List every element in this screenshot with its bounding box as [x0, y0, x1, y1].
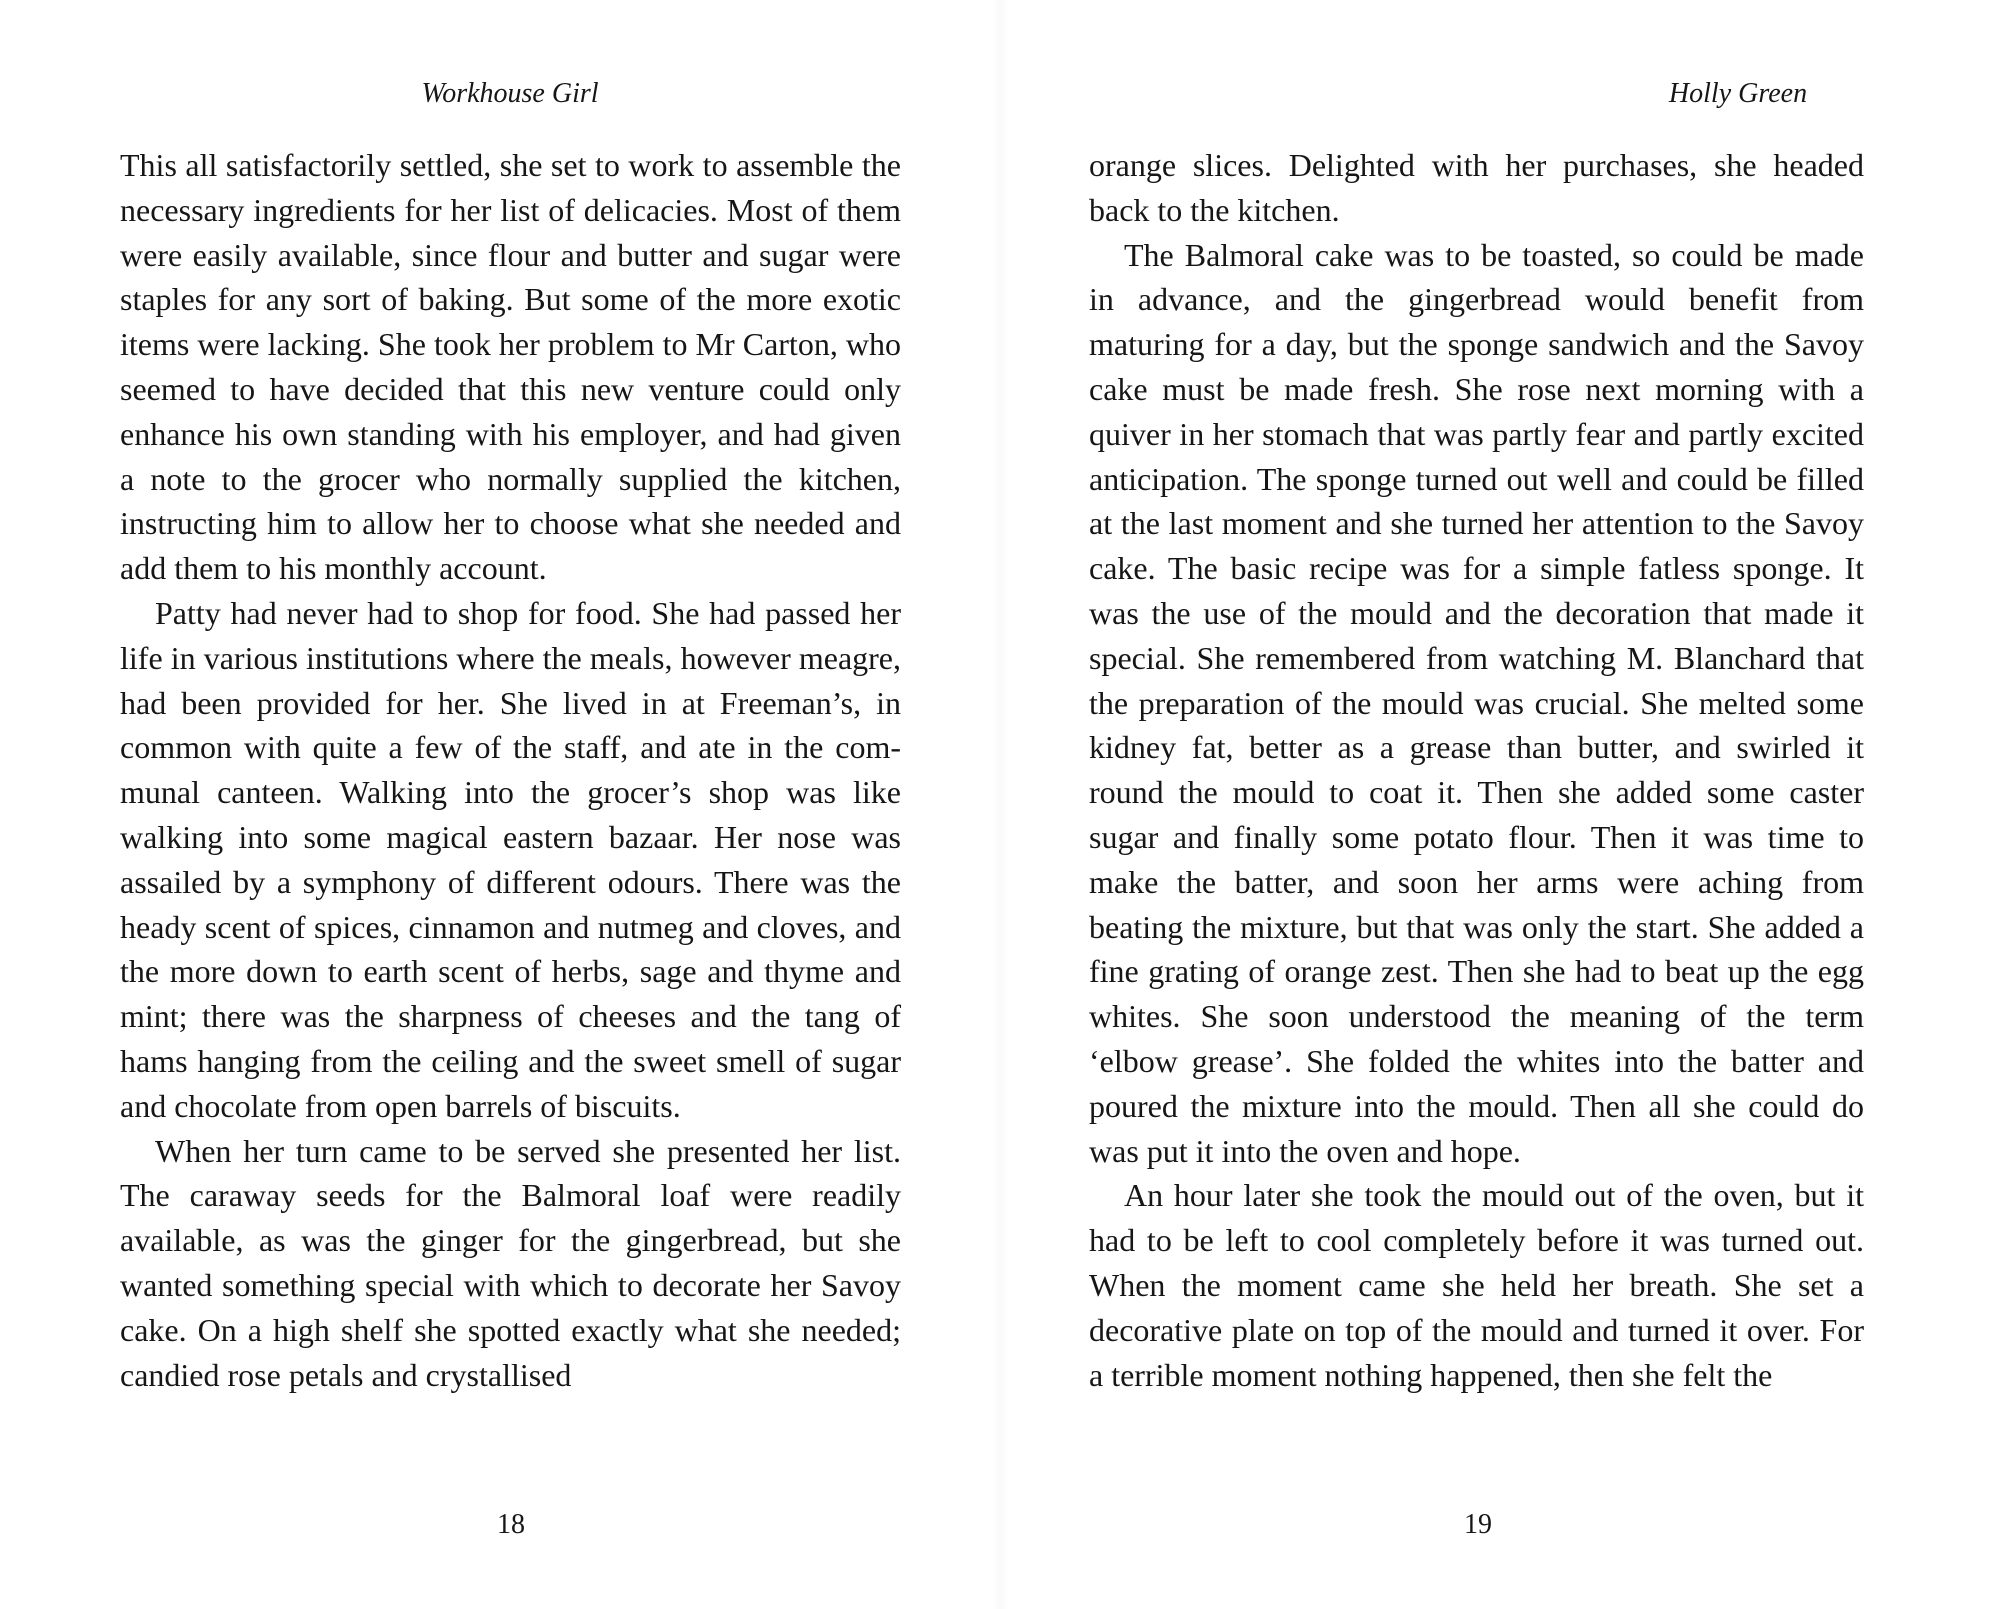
right-page	[1000, 0, 2000, 1609]
body-text-left	[120, 143, 901, 1397]
page-number-right: 19	[1464, 1509, 1492, 1540]
paragraph: This all satisfactorily settled, she set to work to assemble the necessary ingredients for her list of delicacies. Most of them were easily available, since flour and butter and sugar were staples for any sort of baking. But some of the more exotic items were lacking. She took her problem to Mr Carton, who seemed to have decided that this new venture could only enhance his own standing with his employer, and had given a note to the grocer who normally supplied the kitchen, instructing him to allow her to choose what she needed and add them to his monthly account.	[120, 147, 901, 587]
paragraph: When her turn came to be served she presented her list. The caraway seeds for the Balmoral loaf were readily available, as was the ginger for the gingerbread, but she wanted something special with which to decorate her Savoy cake. On a high shelf she spotted exactly what she needed; candied rose petals and crystallised	[120, 1132, 901, 1393]
paragraph: An hour later she took the mould out of the oven, but it had to be left to cool completely before it was turned out. When the moment came she held her breath. She set a decorative plate on top of the mould and turned it over. For a terrible moment nothing happened, then she felt the	[1089, 1177, 1864, 1393]
page-number-left: 18	[497, 1509, 525, 1540]
body-text-right	[1089, 143, 1864, 1397]
running-head-left: Workhouse Girl	[421, 78, 599, 109]
running-head-right: Holly Green	[1668, 78, 1808, 109]
paragraph: orange slices. Delighted with her purchases, she headed back to the kitchen.	[1089, 147, 1864, 228]
paragraph: The Balmoral cake was to be toasted, so could be made in advance, and the gingerbread would benefit from maturing for a day, but the sponge sandwich and the Savoy cake must be made fresh. She rose next morning with a quiver in her stomach that was partly fear and partly excited anticipation. The sponge turned out well and could be filled at the last moment and she turned her attention to the Savoy cake. The basic recipe was for a simple fatless sponge. It was the use of the mould and the decoration that made it special. She remembered from watching M. Blanchard that the preparation of the mould was crucial. She melted some kidney fat, better as a grease than butter, and swirled it round the mould to coat it. Then she added some caster sugar and finally some potato flour. Then it was time to make the batter, and soon her arms were aching from beating the mixture, but that was only the start. She added a fine grating of orange zest. Then she had to beat up the egg whites. She soon understood the meaning of the term ‘elbow grease’. She folded the whites into the batter and poured the mixture into the mould. Then all she could do was put it into the oven and hope.	[1089, 236, 1864, 1169]
paragraph: Patty had never had to shop for food. She had passed her life in various institutions where the meals, however meagre, had been provided for her. She lived in at Freeman’s, in common with quite a few of the staff, and ate in the communal canteen. Walking into the grocer’s shop was like walking into some magical eastern bazaar. Her nose was assailed by a symphony of different odours. There was the heady scent of spices, cinnamon and nutmeg and cloves, and the more down to earth scent of herbs, sage and thyme and mint; there was the sharpness of cheeses and the tang of hams hanging from the ceiling and the sweet smell of sugar and chocolate from open barrels of biscuits.	[120, 594, 901, 1124]
